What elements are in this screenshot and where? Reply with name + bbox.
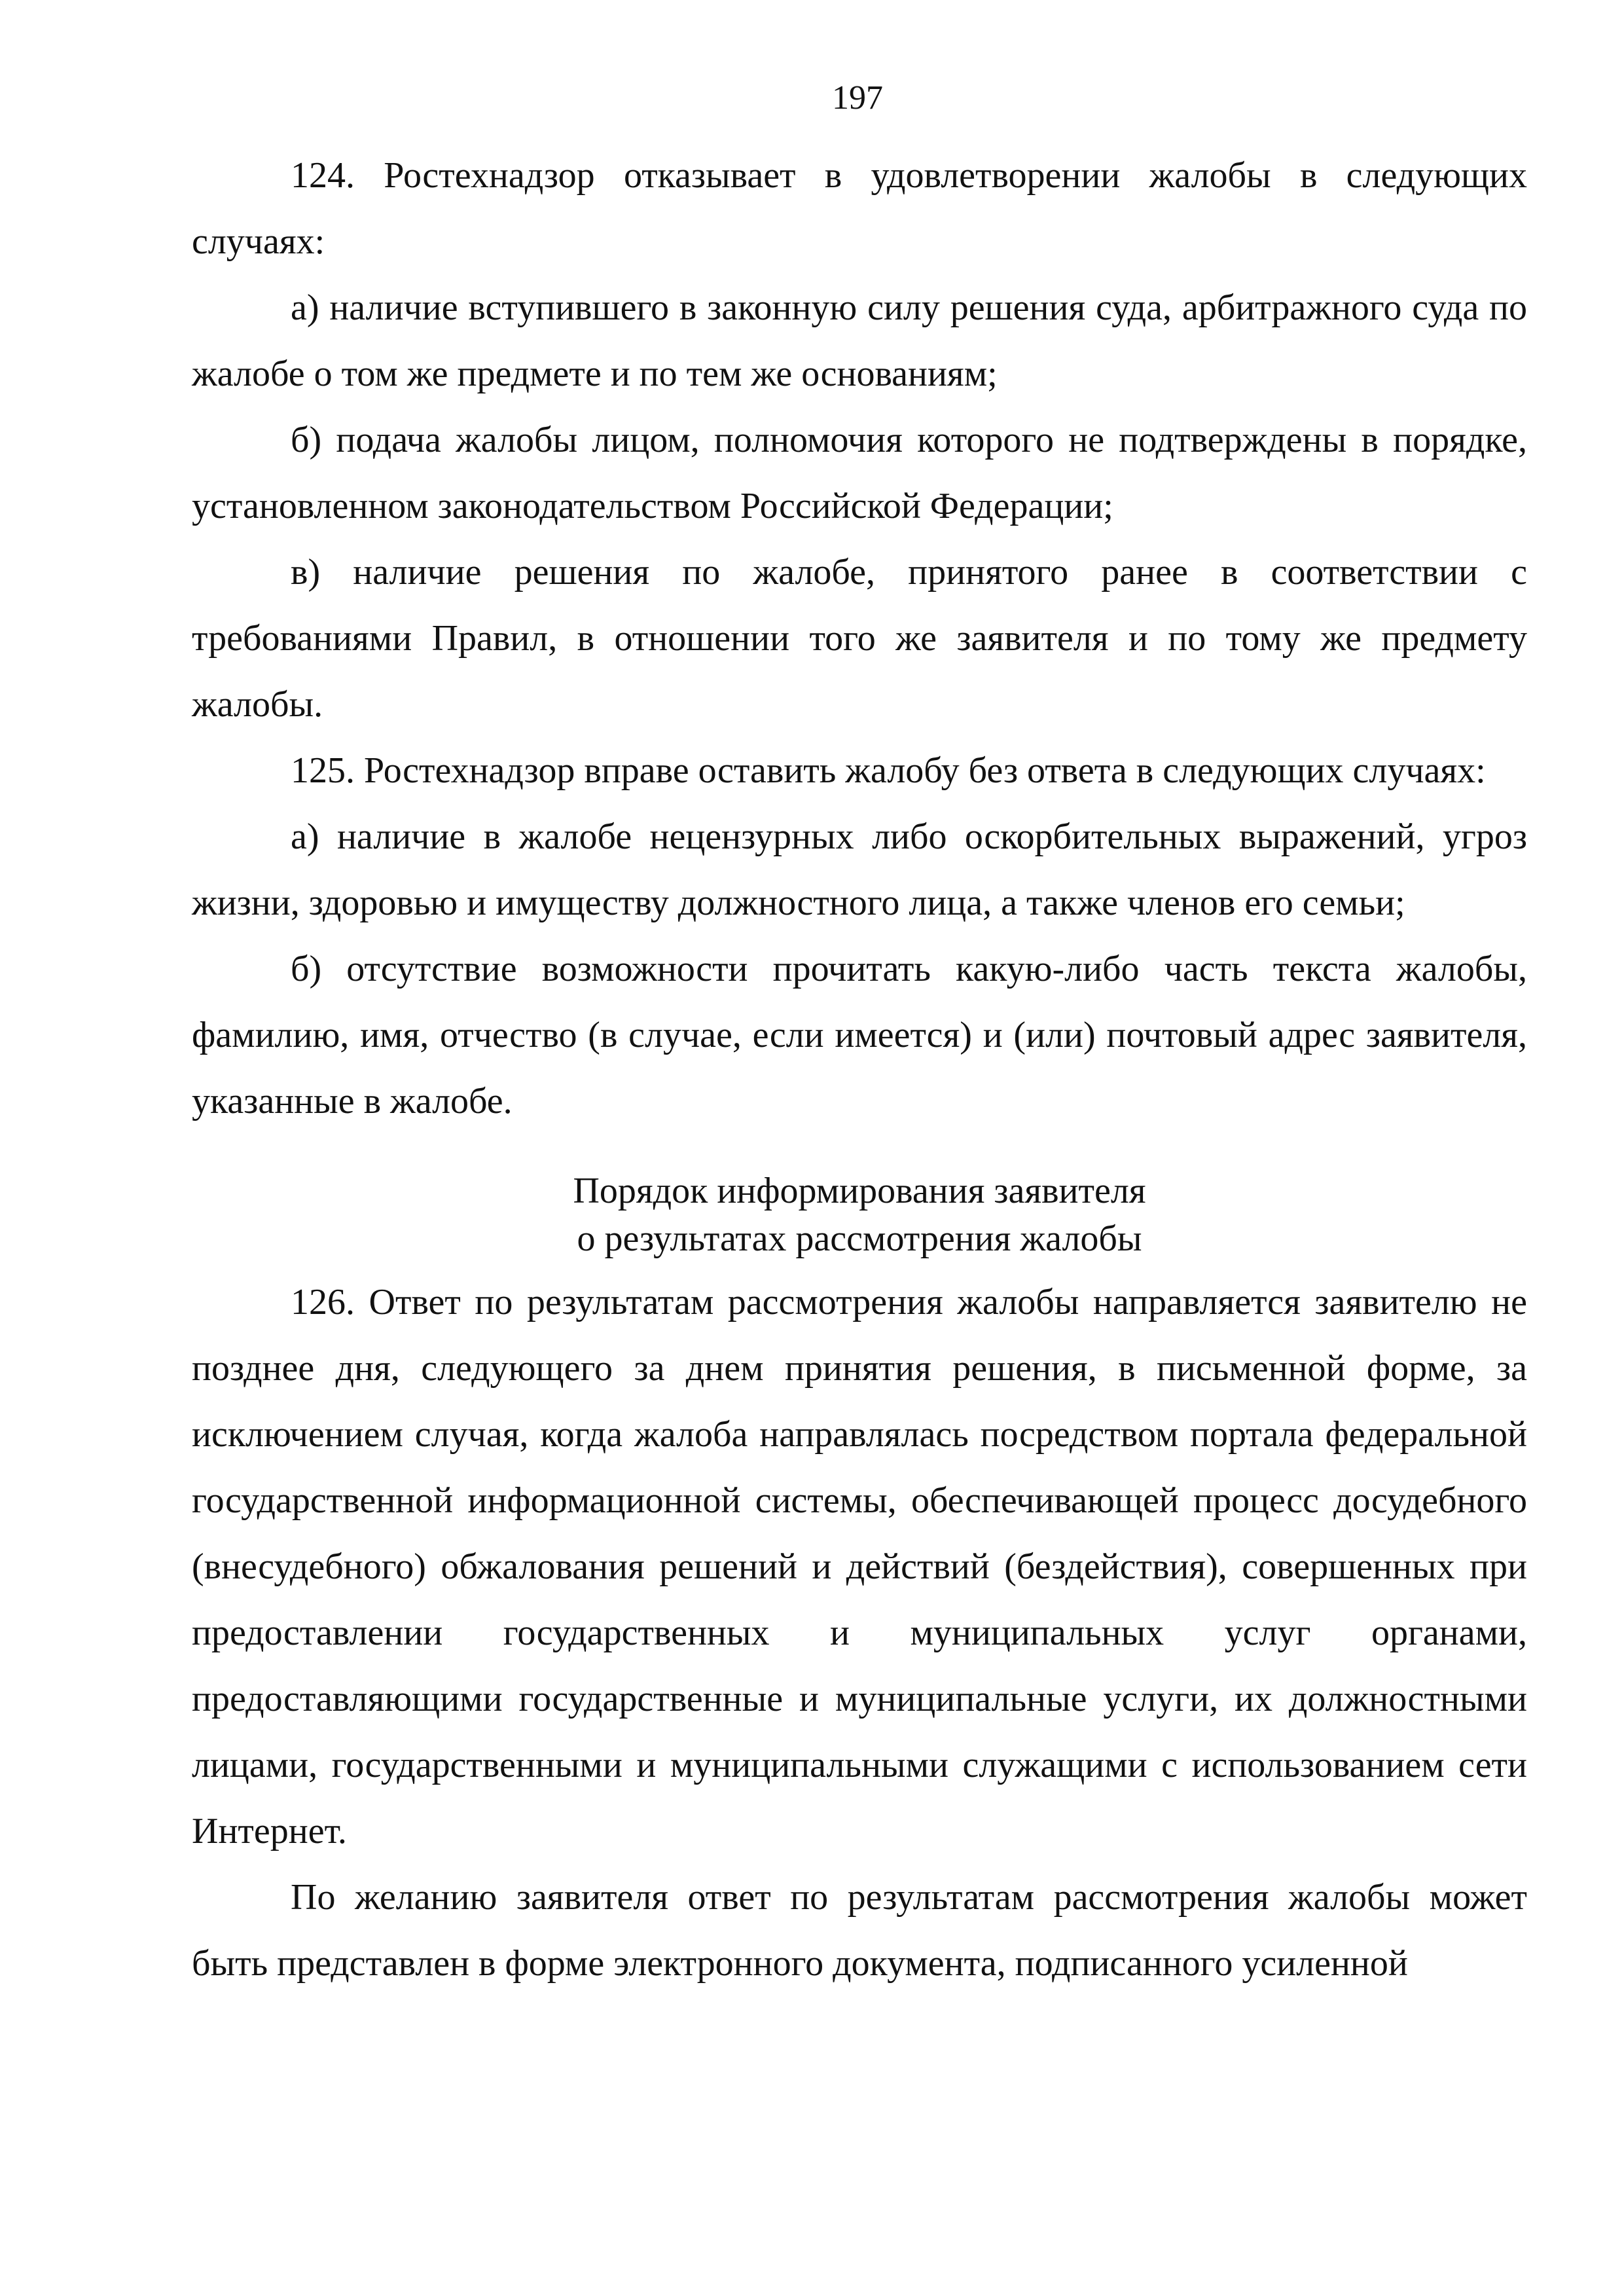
paragraph-124-a: а) наличие вступившего в законную силу решения суда, арбитражного суда по жалобе о том же предмете и по тем же основаниям; — [192, 287, 1527, 394]
document-body — [192, 143, 1527, 1997]
page-number: 197 — [832, 79, 883, 117]
section-heading — [192, 1167, 1527, 1263]
paragraph-124-v: в) наличие решения по жалобе, принятого ранее в соответствии с требованиями Правил, в отношении того же заявителя и по тому же предмету жалобы. — [192, 552, 1527, 725]
paragraph-125-b: б) отсутствие возможности прочитать какую-либо часть текста жалобы, фамилию, имя, отчество (в случае, если имеется) и (или) почтовый адрес заявителя, указанные в жалобе. — [192, 949, 1527, 1121]
paragraph-124: 124. Ростехнадзор отказывает в удовлетворении жалобы в следующих случаях: — [192, 155, 1527, 262]
paragraph-126: 126. Ответ по результатам рассмотрения жалобы направляется заявителю не позднее дня, следующего за днем принятия решения, в письменной форме, за исключением случая, когда жалоба направлялась посредством портала федеральной государственной информационной системы, обеспечивающей процесс досудебного (внесудебного) обжалования решений и действий (бездействия), совершенных при предоставлении государственных и муниципальных услуг органами, предоставляющими государственные и муниципальные услуги, их должностными лицами, государственными и муниципальными служащими с использованием сети Интернет. — [192, 1282, 1527, 1851]
section-heading-line-1: Порядок информирования заявителя — [573, 1171, 1146, 1211]
section-heading-line-2: о результатах рассмотрения жалобы — [577, 1218, 1142, 1259]
paragraph-124-b: б) подача жалобы лицом, полномочия которого не подтверждены в порядке, установленном законодательством Российской Федерации; — [192, 420, 1527, 526]
paragraph-125: 125. Ростехнадзор вправе оставить жалобу без ответа в следующих случаях: — [291, 750, 1486, 791]
paragraph-125-a: а) наличие в жалобе нецензурных либо оскорбительных выражений, угроз жизни, здоровью и имуществу должностного лица, а также членов его семьи; — [192, 816, 1527, 923]
paragraph-126-electronic: По желанию заявителя ответ по результатам рассмотрения жалобы может быть представлен в форме электронного документа, подписанного усиленной — [192, 1877, 1527, 1984]
